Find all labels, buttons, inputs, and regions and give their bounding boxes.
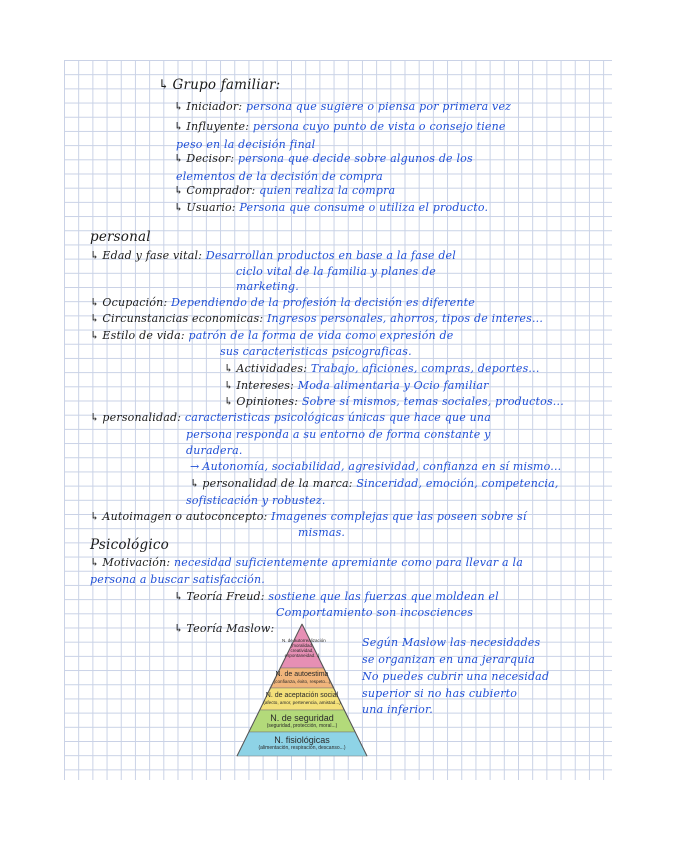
maslow-note-line: una inferior. bbox=[362, 703, 433, 716]
arrow-icon: ↳ bbox=[174, 152, 184, 165]
arrow-icon: ↳ bbox=[174, 100, 184, 113]
personal-heading: personal bbox=[90, 229, 151, 245]
personalidad-line: ↳ personalidad: caracteristicas psicológicas únicas que hace que una bbox=[90, 411, 491, 424]
maslow-line: ↳ Teoría Maslow: bbox=[174, 622, 275, 635]
pyramid-label-2: N. de autoestima (confianza, éxito, respeto...) bbox=[273, 671, 331, 684]
arrow-icon: ↳ bbox=[158, 77, 170, 93]
influyente-line: ↳ Influyente: persona cuyo punto de vista o consejo tiene bbox=[174, 120, 506, 133]
arrow-icon: ↳ bbox=[174, 622, 184, 635]
pyramid-label-5: N. fisiológicas (alimentación, respiración, descanso...) bbox=[258, 735, 346, 751]
arrow-icon: ↳ bbox=[224, 379, 234, 392]
intereses-line: ↳ Intereses: Moda alimentaria y Ocio familiar bbox=[224, 379, 489, 392]
edad-line-3: marketing. bbox=[236, 280, 299, 293]
usuario-line: ↳ Usuario: Persona que consume o utiliza el producto. bbox=[174, 201, 489, 214]
edad-line: ↳ Edad y fase vital: Desarrollan productos en base a la fase del bbox=[90, 249, 456, 262]
arrow-icon: ↳ bbox=[90, 296, 100, 309]
maslow-note-line: superior si no has cubierto bbox=[362, 687, 518, 700]
arrow-icon: ↳ bbox=[190, 477, 200, 490]
arrow-icon: ↳ bbox=[174, 184, 184, 197]
estilo-line-2: sus caracteristicas psicograficas. bbox=[220, 345, 412, 358]
arrow-icon: ↳ bbox=[90, 312, 100, 325]
maslow-note-line: se organizan en una jerarquia bbox=[362, 653, 535, 666]
arrow-icon: ↳ bbox=[90, 249, 100, 262]
autoimagen-line: ↳ Autoimagen o autoconcepto: Imagenes complejas que las poseen sobre sí bbox=[90, 510, 527, 523]
edad-line-2: ciclo vital de la familia y planes de bbox=[236, 265, 437, 278]
autoimagen-line-2: mismas. bbox=[298, 526, 346, 539]
personalidad-line-3: duradera. bbox=[186, 444, 243, 457]
arrow-icon: ↳ bbox=[90, 556, 100, 569]
maslow-note-line: Según Maslow las necesidades bbox=[362, 636, 541, 649]
influyente-line-2: peso en la decisión final bbox=[176, 138, 316, 151]
ocupacion-line: ↳ Ocupación: Dependiendo de la profesión la decisión es diferente bbox=[90, 296, 476, 309]
psicologico-heading: Psicológico bbox=[90, 537, 169, 553]
arrow-icon: ↳ bbox=[174, 590, 184, 603]
arrow-right-icon: → bbox=[190, 460, 200, 473]
opiniones-line: ↳ Opiniones: Sobre sí mismos, temas sociales, productos... bbox=[224, 395, 564, 408]
motivacion-line: ↳ Motivación: necesidad suficientemente apremiante como para llevar a la bbox=[90, 556, 523, 569]
decisor-line-2: elementos de la decisión de compra bbox=[176, 170, 383, 183]
arrow-icon: ↳ bbox=[90, 510, 100, 523]
maslow-note-line: No puedes cubrir una necesidad bbox=[362, 670, 550, 683]
actividades-line: ↳ Actividades: Trabajo, aficiones, compras, deportes... bbox=[224, 362, 540, 375]
autonomia-line: → Autonomía, sociabilidad, agresividad, confianza en sí mismo... bbox=[190, 460, 562, 473]
pyramid-label-1: N. de autorrealización (moralidad, creatividad, espontaneidad...) bbox=[282, 638, 326, 658]
iniciador-line: ↳ Iniciador: persona que sugiere o piensa por primera vez bbox=[174, 100, 512, 113]
freud-line-2: Comportamiento son incosciences bbox=[276, 606, 474, 619]
grupo-familiar-heading: ↳ Grupo familiar: bbox=[158, 77, 281, 93]
arrow-icon: ↳ bbox=[224, 395, 234, 408]
marca-line: ↳ personalidad de la marca: Sinceridad, emoción, competencia, bbox=[190, 477, 559, 490]
comprador-line: ↳ Comprador: quien realiza la compra bbox=[174, 184, 396, 197]
arrow-icon: ↳ bbox=[174, 201, 184, 214]
decisor-line: ↳ Decisor: persona que decide sobre algunos de los bbox=[174, 152, 473, 165]
maslow-pyramid bbox=[224, 622, 380, 758]
marca-line-2: sofisticación y robustez. bbox=[186, 494, 326, 507]
circunstancias-line: ↳ Circunstancias economicas: Ingresos personales, ahorros, tipos de interes... bbox=[90, 312, 544, 325]
motivacion-line-2: persona a buscar satisfacción. bbox=[90, 573, 265, 586]
freud-line: ↳ Teoría Freud: sostiene que las fuerzas que moldean el bbox=[174, 590, 499, 603]
pyramid-label-4: N. de seguridad (seguridad, protección, moral...) bbox=[266, 713, 338, 729]
estilo-line: ↳ Estilo de vida: patrón de la forma de vida como expresión de bbox=[90, 329, 454, 342]
arrow-icon: ↳ bbox=[174, 120, 184, 133]
arrow-icon: ↳ bbox=[90, 329, 100, 342]
arrow-icon: ↳ bbox=[90, 411, 100, 424]
arrow-icon: ↳ bbox=[224, 362, 234, 375]
personalidad-line-2: persona responda a su entorno de forma constante y bbox=[186, 428, 491, 441]
pyramid-label-3: N. de aceptación social (afecto, amor, pertenencia, amistad...) bbox=[263, 692, 341, 705]
